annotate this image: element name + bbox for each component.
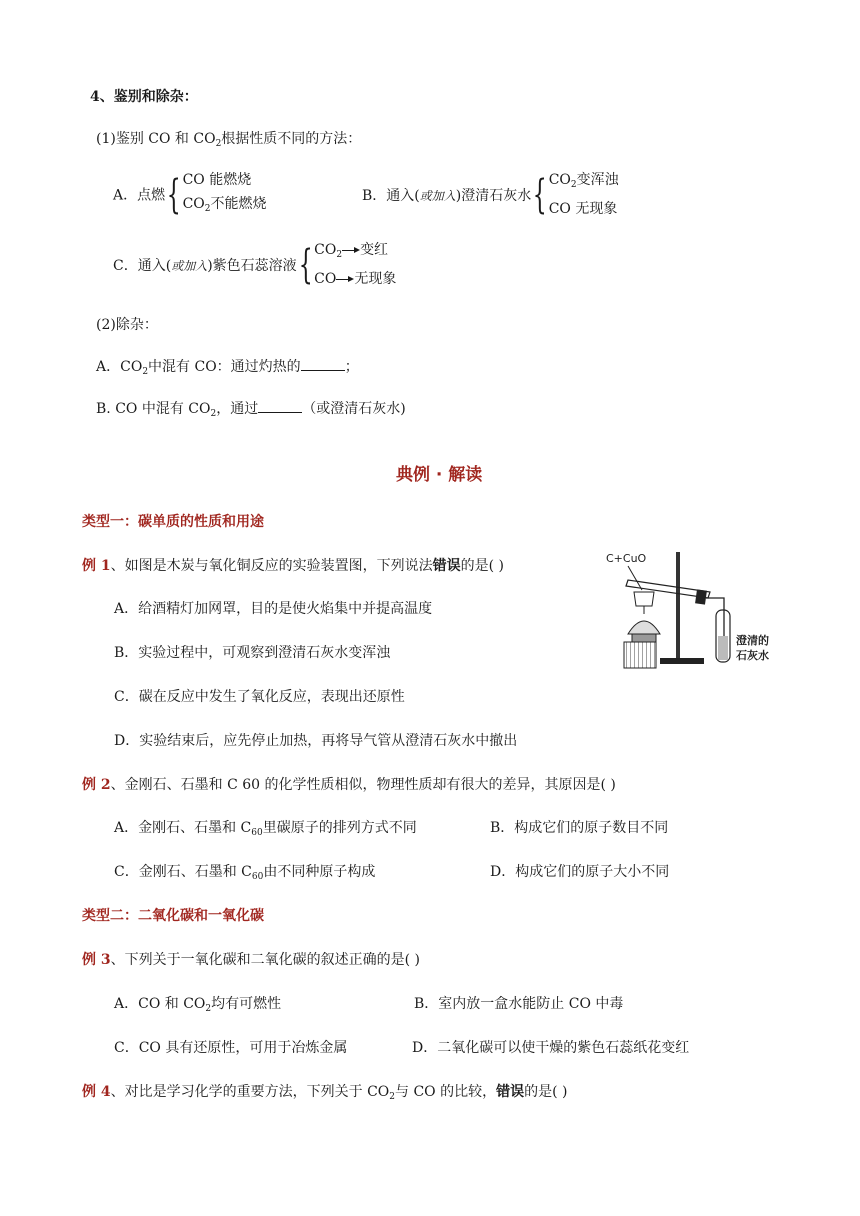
- method-b-result-2: CO 无现象: [548, 201, 618, 217]
- method-a: [113, 168, 267, 221]
- method-c-results: [314, 238, 396, 291]
- example-2-option-b[interactable]: B．构成它们的原子数目不同: [490, 820, 669, 836]
- method-a-result-1: CO 能燃烧: [182, 172, 252, 188]
- example-1-stem: 例 1、如图是木炭与氧化铜反应的实验装置图，下列说法错误的是( ): [82, 558, 504, 574]
- identify-intro-tail: 根据性质不同的方法：: [221, 131, 362, 147]
- example-1-label: 例 1: [82, 558, 111, 574]
- example-4-label: 例 4: [82, 1084, 111, 1100]
- apparatus-figure: [598, 546, 788, 676]
- figure-label-limewater-1: 澄清的: [736, 634, 769, 647]
- example-2-option-c[interactable]: C．金刚石、石墨和 $C_{60}$由不同种原子构成: [114, 864, 376, 882]
- example-1-option-a[interactable]: A．给酒精灯加网罩，目的是使火焰集中并提高温度: [114, 601, 433, 617]
- arrow-icon: [342, 246, 360, 254]
- fill-blank[interactable]: [301, 356, 345, 371]
- method-c: [113, 238, 396, 291]
- example-2-label: 例 2: [82, 777, 111, 793]
- example-2-option-a[interactable]: A．金刚石、石墨和 $C_{60}$里碳原子的排列方式不同: [114, 820, 417, 838]
- method-a-label: A．点燃: [113, 187, 166, 204]
- purify-b: B. CO 中混有 $CO_2$，通过 （或澄清石灰水): [96, 398, 406, 419]
- section-heading: 4、鉴别和除杂：: [90, 89, 198, 105]
- example-3-option-b[interactable]: B．室内放一盒水能防止 CO 中毒: [414, 996, 624, 1012]
- example-2-stem: 例 2、金刚石、石墨和 C 60 的化学性质相似，物理性质却有很大的差异，其原因是( ): [82, 777, 616, 793]
- example-4-stem: 例 4、对比是学习化学的重要方法，下列关于 $CO_2$与 CO 的比较，错误的是( ): [82, 1084, 568, 1102]
- example-3-option-d[interactable]: D．二氧化碳可以使干燥的紫色石蕊纸花变红: [412, 1040, 690, 1056]
- identify-intro-text: (1)鉴别 CO 和 CO: [96, 131, 216, 147]
- fill-blank[interactable]: [258, 398, 302, 413]
- brace-icon: {: [298, 241, 313, 288]
- type-1-heading: 类型一：碳单质的性质和用途: [82, 514, 264, 530]
- method-b-result-1: $CO_2$变浑浊: [548, 172, 619, 190]
- method-b-label: B．通入(或加入)澄清石灰水: [362, 187, 532, 204]
- section-title: 典例 · 解读: [396, 465, 483, 485]
- arrow-icon: [336, 275, 354, 283]
- brace-icon: {: [532, 171, 547, 218]
- example-3-stem: 例 3、下列关于一氧化碳和二氧化碳的叙述正确的是( ): [82, 952, 420, 968]
- example-1-option-c[interactable]: C．碳在反应中发生了氧化反应，表现出还原性: [114, 689, 405, 705]
- method-b-results: [549, 168, 619, 221]
- subscript: 2: [215, 139, 222, 149]
- example-1-option-b[interactable]: B．实验过程中，可观察到澄清石灰水变浑浊: [114, 645, 391, 661]
- figure-label-limewater-2: 石灰水: [736, 649, 769, 662]
- method-b: [362, 168, 619, 221]
- example-3-option-a[interactable]: A．CO 和 $CO_2$均有可燃性: [114, 996, 282, 1014]
- example-3-option-c[interactable]: C．CO 具有还原性，可用于冶炼金属: [114, 1040, 348, 1056]
- purify-intro: (2)除杂：: [96, 317, 158, 333]
- method-a-results: [183, 168, 267, 221]
- method-c-result-2: CO 无现象: [314, 271, 397, 287]
- example-3-label: 例 3: [82, 952, 111, 968]
- example-1-option-d[interactable]: D．实验结束后，应先停止加热，再将导气管从澄清石灰水中撤出: [114, 733, 518, 749]
- purify-a: A．$CO_2$中混有 CO：通过灼热的 ；: [96, 356, 359, 377]
- example-2-option-d[interactable]: D．构成它们的原子大小不同: [490, 864, 670, 880]
- method-c-result-1: $CO_2$ 变红: [314, 242, 389, 260]
- brace-icon: {: [166, 171, 181, 218]
- method-a-result-2: $CO_2$不能燃烧: [182, 196, 267, 214]
- identify-intro: [96, 128, 361, 149]
- figure-label-reactants: C+CuO: [606, 552, 647, 565]
- method-c-label: C．通入(或加入)紫色石蕊溶液: [113, 257, 297, 274]
- type-2-heading: 类型二：二氧化碳和一氧化碳: [82, 908, 264, 924]
